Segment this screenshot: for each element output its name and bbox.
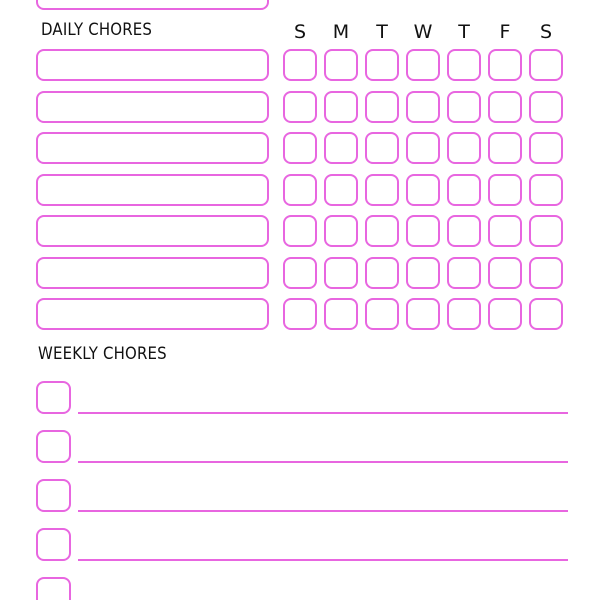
day-checkbox[interactable]: [529, 257, 563, 289]
day-checkbox[interactable]: [365, 49, 399, 81]
daily-chore-field[interactable]: [36, 91, 269, 123]
top-title-box: [36, 0, 269, 10]
day-label: T: [376, 21, 388, 43]
day-checkbox[interactable]: [406, 132, 440, 164]
day-checkbox[interactable]: [529, 132, 563, 164]
day-checkbox[interactable]: [365, 91, 399, 123]
day-checkbox[interactable]: [283, 298, 317, 330]
day-checkbox[interactable]: [283, 174, 317, 206]
day-label: M: [332, 21, 350, 43]
day-checkbox[interactable]: [488, 91, 522, 123]
day-label: W: [413, 21, 433, 43]
day-checkbox[interactable]: [406, 298, 440, 330]
weekly-checkbox[interactable]: [36, 479, 71, 512]
day-checkbox[interactable]: [324, 298, 358, 330]
daily-chore-field[interactable]: [36, 257, 269, 289]
day-checkbox[interactable]: [447, 215, 481, 247]
day-checkbox[interactable]: [447, 91, 481, 123]
weekly-checkbox[interactable]: [36, 577, 71, 600]
daily-chore-field[interactable]: [36, 298, 269, 330]
daily-chores-heading: DAILY CHORES: [41, 20, 153, 40]
day-checkbox[interactable]: [283, 49, 317, 81]
daily-chore-field[interactable]: [36, 174, 269, 206]
day-checkbox[interactable]: [529, 215, 563, 247]
day-checkbox[interactable]: [447, 174, 481, 206]
day-label: F: [499, 21, 511, 43]
day-checkbox[interactable]: [529, 91, 563, 123]
day-checkbox[interactable]: [447, 257, 481, 289]
day-label: S: [539, 21, 553, 43]
day-checkbox[interactable]: [529, 298, 563, 330]
day-checkbox[interactable]: [447, 132, 481, 164]
weekly-checkbox[interactable]: [36, 528, 71, 561]
weekly-chore-line[interactable]: [78, 412, 568, 414]
weekly-checkbox[interactable]: [36, 430, 71, 463]
day-checkbox[interactable]: [365, 215, 399, 247]
weekly-checkbox[interactable]: [36, 381, 71, 414]
day-checkbox[interactable]: [365, 257, 399, 289]
day-checkbox[interactable]: [406, 174, 440, 206]
day-checkbox[interactable]: [406, 257, 440, 289]
daily-chore-field[interactable]: [36, 215, 269, 247]
day-checkbox[interactable]: [283, 132, 317, 164]
day-checkbox[interactable]: [529, 49, 563, 81]
day-checkbox[interactable]: [324, 132, 358, 164]
day-checkbox[interactable]: [324, 174, 358, 206]
day-checkbox[interactable]: [488, 49, 522, 81]
daily-chore-field[interactable]: [36, 132, 269, 164]
day-checkbox[interactable]: [406, 91, 440, 123]
weekly-chore-line[interactable]: [78, 510, 568, 512]
daily-chore-field[interactable]: [36, 49, 269, 81]
day-checkbox[interactable]: [365, 298, 399, 330]
day-checkbox[interactable]: [365, 132, 399, 164]
day-checkbox[interactable]: [529, 174, 563, 206]
day-checkbox[interactable]: [406, 215, 440, 247]
day-checkbox[interactable]: [283, 257, 317, 289]
day-checkbox[interactable]: [324, 257, 358, 289]
day-checkbox[interactable]: [488, 215, 522, 247]
day-checkbox[interactable]: [488, 132, 522, 164]
day-checkbox[interactable]: [488, 174, 522, 206]
day-checkbox[interactable]: [488, 298, 522, 330]
day-checkbox[interactable]: [447, 298, 481, 330]
day-checkbox[interactable]: [324, 49, 358, 81]
day-checkbox[interactable]: [488, 257, 522, 289]
day-checkbox[interactable]: [365, 174, 399, 206]
weekly-chore-line[interactable]: [78, 559, 568, 561]
day-checkbox[interactable]: [324, 215, 358, 247]
day-checkbox[interactable]: [324, 91, 358, 123]
day-checkbox[interactable]: [283, 91, 317, 123]
weekly-chore-line[interactable]: [78, 461, 568, 463]
day-label: S: [293, 21, 307, 43]
weekly-chores-heading: WEEKLY CHORES: [38, 344, 167, 364]
day-checkbox[interactable]: [283, 215, 317, 247]
day-checkbox[interactable]: [406, 49, 440, 81]
day-checkbox[interactable]: [447, 49, 481, 81]
day-label: T: [458, 21, 470, 43]
